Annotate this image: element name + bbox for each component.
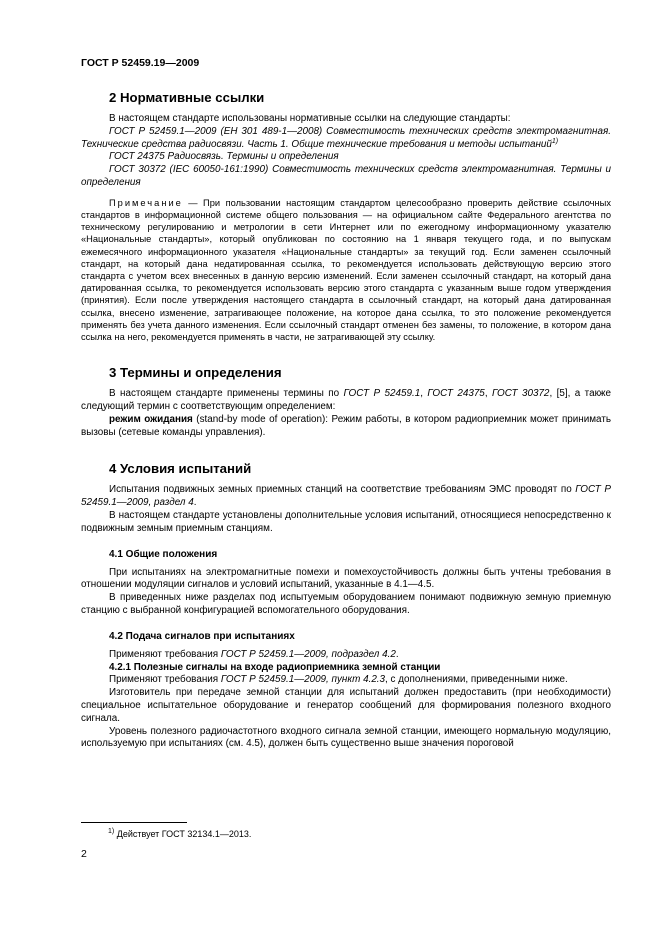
- running-header: ГОСТ Р 52459.19—2009: [81, 57, 200, 69]
- subsection-4-1-heading: 4.1 Общие положения: [109, 548, 218, 560]
- note-label: Примечание: [109, 197, 183, 208]
- note-text: — При пользовании настоящим стандартом целесообразно проверить действие ссылочных стандартов в информационной системе общего пользования — на официальном сайте Федерального агентства по техническому регулированию и метрологии в сети Интернет или по ежегодному информационному указателю «Национальные стандарты», который опубликован по состоянию на 1 января текущего года, и по выпускам ежемесячного информационного указателя «Национальные стандарты» за текущий год. Если заменен ссылочный стандарт, на который дана недатированная ссылка, то рекомендуется использовать действующую версию этого стандарта с учетом всех внесенных в данную версию изменений. Если заменен ссылочный стандарт, на который дана датированная ссылка, то рекомендуется использовать версию этого стандарта с указанным выше годом утверждения (принятия). Если после утверждения настоящего стандарта в ссылочный стандарт, на который дана датированная ссылка, внесено изменение, затрагивающее положение, на которое дана ссылка, то это положение рекомендуется применять без учета данного изменения. Если ссылочный стандарт отменен без замены, то положение, в котором дана ссылка на него, рекомендуется применять в части, не затрагивающей эту ссылку.: [81, 197, 611, 343]
- footnote-text: Действует ГОСТ 32134.1—2013.: [114, 829, 252, 839]
- section-4-heading: 4 Условия испытаний: [109, 461, 252, 477]
- footnote-divider: [81, 822, 187, 823]
- section-3-heading: 3 Термины и определения: [109, 365, 282, 381]
- footnote: [108, 829, 251, 839]
- section-2-intro: В настоящем стандарте использованы нормативные ссылки на следующие стандарты:: [109, 113, 511, 124]
- reference-gost-24375: ГОСТ 24375 Радиосвязь. Термины и определения: [109, 151, 339, 163]
- term-definition: режим ожидания (stand-by mode of operation): Режим работы, в котором радиоприемник может принимать вызовы (сетевые команды управления).: [81, 413, 612, 438]
- subsection-4-2-heading: 4.2 Подача сигналов при испытаниях: [109, 630, 295, 642]
- section-4-paragraph-2: В настоящем стандарте установлены дополнительные условия испытаний, относящиеся непосредственно к подвижным земным приемным станциям.: [81, 510, 611, 534]
- subsection-4-2-paragraph: Применяют требования ГОСТ Р 52459.1—2009, подраздел 4.2.: [109, 648, 399, 660]
- subsection-4-2-1-paragraph-2: Изготовитель при передаче земной станции для испытаний должен предоставить (при необходимости) специальное испытательное оборудование и генератор сообщений для формирования полезного входного сигнала.: [81, 687, 611, 724]
- reference-gost-52459-1: ГОСТ Р 52459.1—2009 (ЕН 301 489-1—2008) Совместимость технических средств электромагнитная. Технические средства радиосвязи. Часть 1. Общие технические требования и методы испытаний$^{1)}$: [81, 125, 611, 150]
- subsection-4-1-paragraph-2: В приведенных ниже разделах под испытуемым оборудованием понимают подвижную земную приемную станцию с выбранной конфигурацией вспомогательного оборудования.: [81, 592, 611, 616]
- section-2-heading: 2 Нормативные ссылки: [109, 90, 265, 105]
- subsection-4-1-paragraph-1: При испытаниях на электромагнитные помехи и помехоустойчивость должны быть учтены требования в отношении модуляции сигналов и условий испытаний, указанные в 4.1—4.5.: [81, 566, 611, 591]
- subsection-4-2-1-heading: 4.2.1 Полезные сигналы на входе радиоприемника земной станции: [109, 661, 441, 673]
- term-standby-mode: режим ожидания: [109, 413, 193, 425]
- subsection-4-2-1-paragraph-1: Применяют требования ГОСТ Р 52459.1—2009, пункт 4.2.3, с дополнениями, приведенными ниже.: [109, 674, 568, 686]
- subsection-4-2-1-paragraph-3: Уровень полезного радиочастотного входного сигнала земной станции, имеющего нормальную модуляцию, используемую при испытаниях (см. 4.5), должен быть существенно выше значения пороговой: [81, 725, 611, 750]
- section-3-paragraph: В настоящем стандарте применены термины по ГОСТ Р 52459.1, ГОСТ 24375, ГОСТ 30372, [5], а также следующий термин с соответствующим определением:: [81, 388, 611, 413]
- section-4-paragraph-1: Испытания подвижных земных приемных станций на соответствие требованиям ЭМС проводят по ГОСТ Р 52459.1—2009, раздел 4.: [81, 484, 611, 509]
- footnote-mark: 1): [108, 828, 115, 835]
- reference-gost-30372: ГОСТ 30372 (IEC 60050-161:1990) Совместимость технических средств электромагнитная. Термины и определения: [81, 164, 611, 188]
- section-2-note: [81, 197, 611, 343]
- footnote-marker: 1): [551, 137, 559, 145]
- page-content: [81, 90, 611, 751]
- page-number: 2: [81, 848, 87, 860]
